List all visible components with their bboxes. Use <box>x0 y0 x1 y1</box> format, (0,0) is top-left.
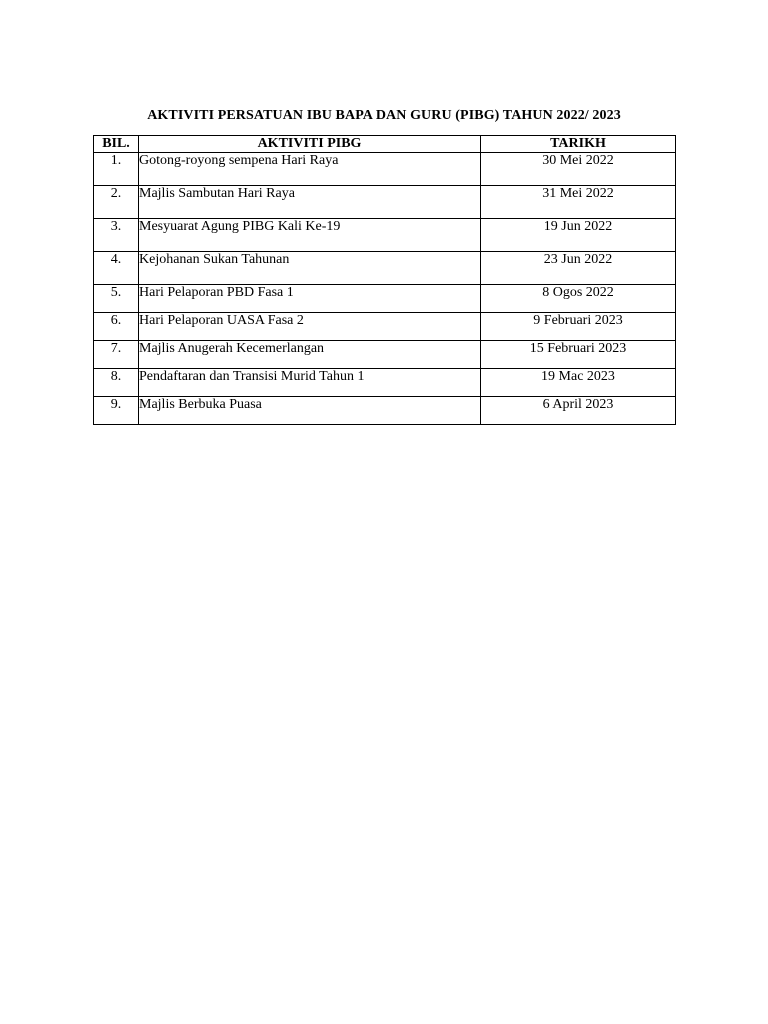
row-date: 15 Februari 2023 <box>481 341 676 369</box>
table-row <box>94 186 676 219</box>
row-number: 7. <box>94 341 139 369</box>
activities-table <box>93 135 676 425</box>
row-activity: Gotong-royong sempena Hari Raya <box>139 153 481 186</box>
row-date: 23 Jun 2022 <box>481 252 676 285</box>
row-number: 1. <box>94 153 139 186</box>
document-title: AKTIVITI PERSATUAN IBU BAPA DAN GURU (PIBG) TAHUN 2022/ 2023 <box>147 108 621 123</box>
row-number: 5. <box>94 285 139 313</box>
row-date: 19 Mac 2023 <box>481 369 676 397</box>
row-date: 19 Jun 2022 <box>481 219 676 252</box>
row-date: 30 Mei 2022 <box>481 153 676 186</box>
row-date: 8 Ogos 2022 <box>481 285 676 313</box>
row-activity: Majlis Anugerah Kecemerlangan <box>139 341 481 369</box>
row-number: 4. <box>94 252 139 285</box>
table-row <box>94 397 676 425</box>
header-activity: AKTIVITI PIBG <box>139 136 481 153</box>
row-number: 8. <box>94 369 139 397</box>
table-header-row <box>94 136 676 153</box>
table-row <box>94 341 676 369</box>
row-activity: Hari Pelaporan UASA Fasa 2 <box>139 313 481 341</box>
row-date: 31 Mei 2022 <box>481 186 676 219</box>
table-row <box>94 219 676 252</box>
row-activity: Majlis Sambutan Hari Raya <box>139 186 481 219</box>
row-activity: Pendaftaran dan Transisi Murid Tahun 1 <box>139 369 481 397</box>
row-number: 6. <box>94 313 139 341</box>
row-activity: Kejohanan Sukan Tahunan <box>139 252 481 285</box>
row-date: 6 April 2023 <box>481 397 676 425</box>
row-number: 9. <box>94 397 139 425</box>
header-date: TARIKH <box>481 136 676 153</box>
table-row <box>94 153 676 186</box>
row-activity: Mesyuarat Agung PIBG Kali Ke-19 <box>139 219 481 252</box>
row-number: 3. <box>94 219 139 252</box>
table-row <box>94 252 676 285</box>
table-row <box>94 369 676 397</box>
table-row <box>94 285 676 313</box>
row-activity: Majlis Berbuka Puasa <box>139 397 481 425</box>
table-row <box>94 313 676 341</box>
row-activity: Hari Pelaporan PBD Fasa 1 <box>139 285 481 313</box>
row-number: 2. <box>94 186 139 219</box>
row-date: 9 Februari 2023 <box>481 313 676 341</box>
header-bil: BIL. <box>94 136 139 153</box>
